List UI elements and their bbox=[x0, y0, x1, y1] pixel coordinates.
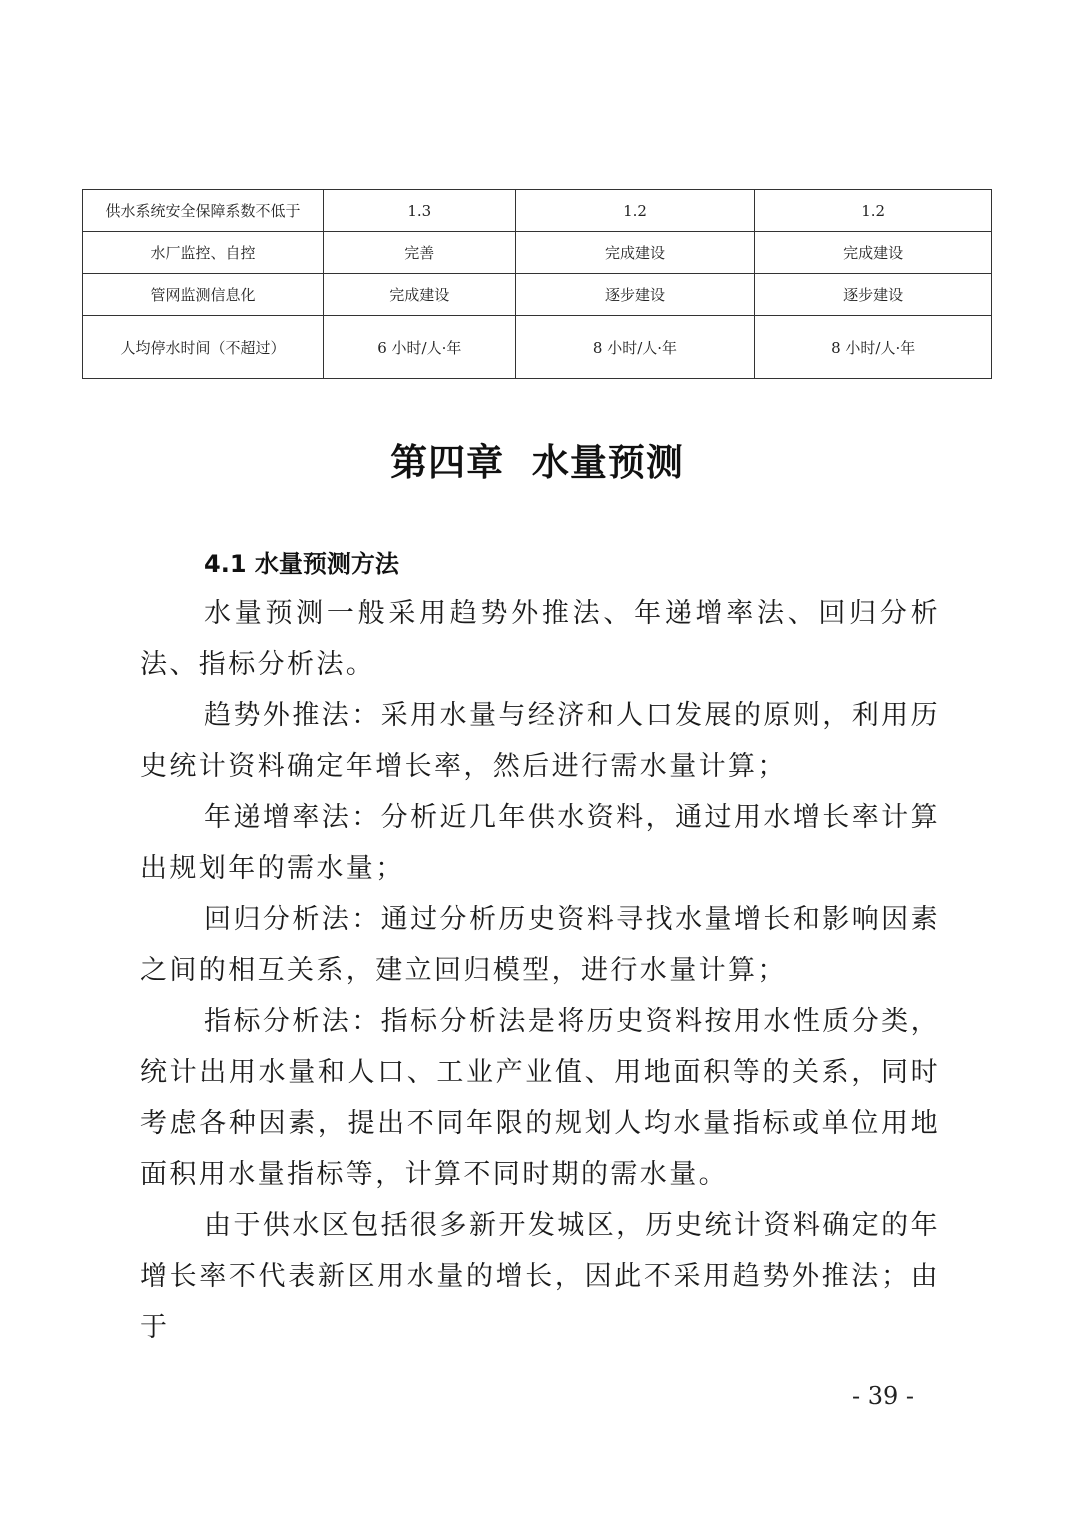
table-cell: 供水系统安全保障系数不低于 bbox=[83, 190, 324, 232]
table-cell: 管网监测信息化 bbox=[83, 274, 324, 316]
table-cell: 1.2 bbox=[755, 190, 992, 232]
table-cell: 完成建设 bbox=[323, 274, 515, 316]
table-cell: 1.2 bbox=[515, 190, 755, 232]
paragraph: 回归分析法：通过分析历史资料寻找水量增长和影响因素之间的相互关系，建立回归模型，进行水量计算； bbox=[140, 904, 940, 986]
table-cell: 6 小时/人·年 bbox=[323, 316, 515, 379]
chapter-title: 第四章 水量预测 bbox=[390, 441, 684, 484]
paragraph: 年递增率法：分析近几年供水资料，通过用水增长率计算出规划年的需水量； bbox=[140, 802, 940, 884]
table-row bbox=[83, 316, 992, 379]
table-cell: 8 小时/人·年 bbox=[515, 316, 755, 379]
table-row bbox=[83, 274, 992, 316]
section-title: 4.1 水量预测方法 bbox=[204, 550, 399, 578]
standards-table bbox=[82, 189, 992, 379]
table-cell: 1.3 bbox=[323, 190, 515, 232]
table-row bbox=[83, 190, 992, 232]
table-row bbox=[83, 232, 992, 274]
page-number: - 39 - bbox=[852, 1382, 915, 1410]
table-cell: 8 小时/人·年 bbox=[755, 316, 992, 379]
paragraph: 指标分析法：指标分析法是将历史资料按用水性质分类，统计出用水量和人口、工业产业值、用地面积等的关系，同时考虑各种因素，提出不同年限的规划人均水量指标或单位用地面积用水量指标等，计算不同时期的需水量。 bbox=[140, 1006, 940, 1190]
table-cell: 完成建设 bbox=[755, 232, 992, 274]
table-cell: 逐步建设 bbox=[755, 274, 992, 316]
table-cell: 水厂监控、自控 bbox=[83, 232, 324, 274]
table-cell: 完善 bbox=[323, 232, 515, 274]
paragraph: 水量预测一般采用趋势外推法、年递增率法、回归分析法、指标分析法。 bbox=[140, 598, 940, 680]
paragraph: 趋势外推法：采用水量与经济和人口发展的原则，利用历史统计资料确定年增长率，然后进行需水量计算； bbox=[140, 700, 940, 782]
paragraph: 由于供水区包括很多新开发城区，历史统计资料确定的年增长率不代表新区用水量的增长，因此不采用趋势外推法；由于 bbox=[140, 1210, 940, 1343]
body-text bbox=[140, 588, 940, 1353]
table-cell: 逐步建设 bbox=[515, 274, 755, 316]
table-cell: 人均停水时间（不超过） bbox=[83, 316, 324, 379]
table-cell: 完成建设 bbox=[515, 232, 755, 274]
